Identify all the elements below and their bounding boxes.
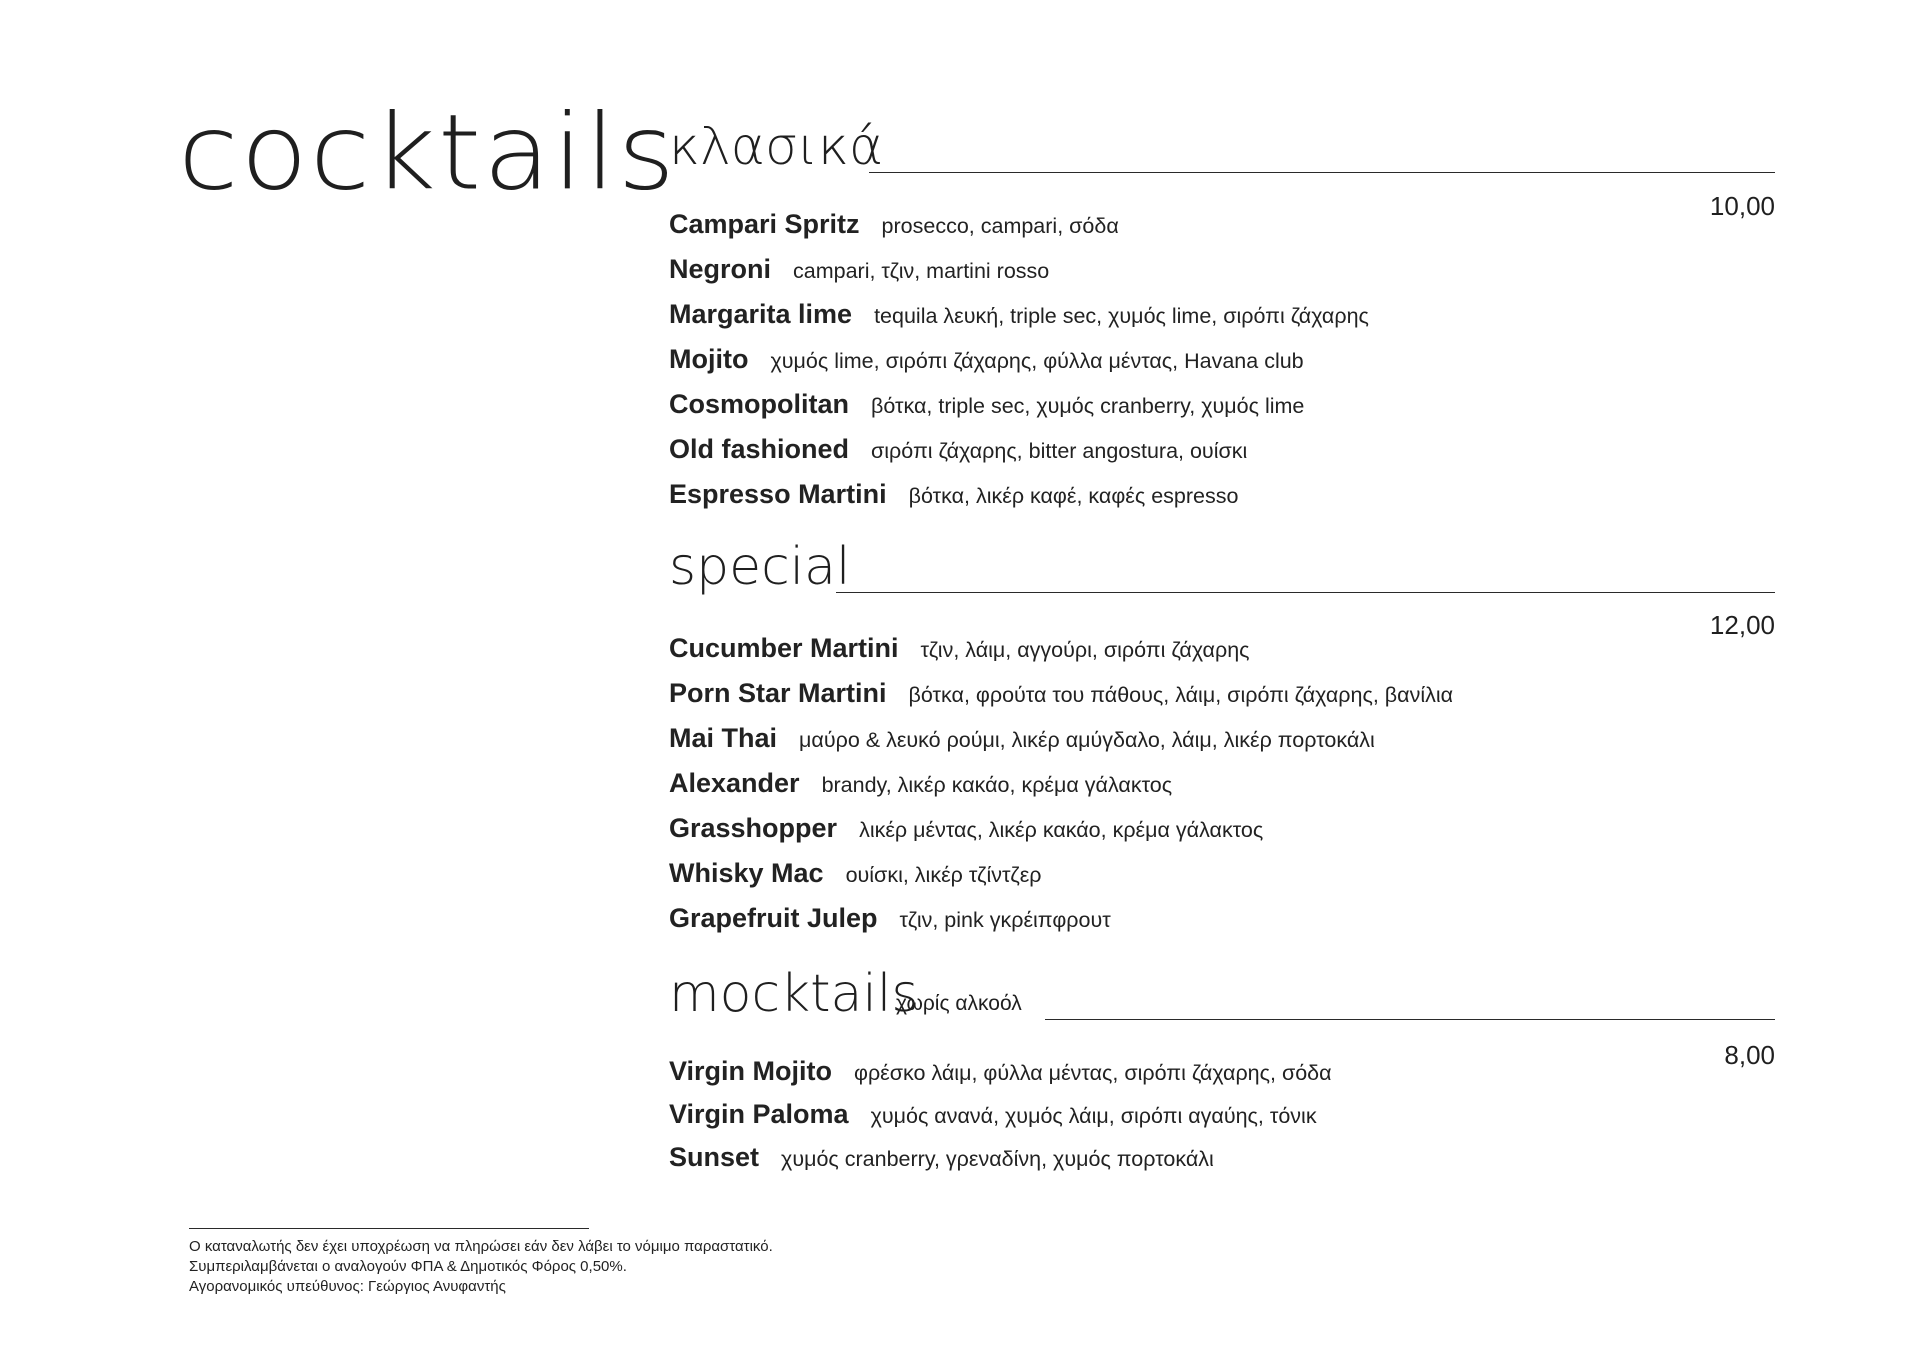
item-description: φρέσκο λάιμ, φύλλα μέντας, σιρόπι ζάχαρης, σόδα — [854, 1061, 1332, 1085]
page-title: cocktails — [178, 91, 677, 214]
item-name: Grasshopper — [669, 813, 838, 843]
item-description: λικέρ μέντας, λικέρ κακάο, κρέμα γάλακτος — [859, 818, 1264, 842]
item-list — [669, 1056, 1332, 1185]
legal-footer — [189, 1228, 773, 1297]
list-item — [669, 633, 1453, 678]
item-description: βότκα, λικέρ καφέ, καφές espresso — [908, 484, 1239, 508]
item-name: Old fashioned — [669, 434, 850, 464]
list-item — [669, 903, 1453, 948]
list-item — [669, 723, 1453, 768]
item-name: Sunset — [669, 1142, 760, 1172]
item-name: Virgin Paloma — [669, 1099, 849, 1129]
list-item — [669, 813, 1453, 858]
list-item — [669, 1142, 1332, 1185]
list-item — [669, 299, 1369, 344]
item-name: Campari Spritz — [669, 209, 860, 239]
item-description: prosecco, campari, σόδα — [881, 214, 1119, 238]
item-description: campari, τζιν, martini rosso — [793, 259, 1050, 283]
item-description: ουίσκι, λικέρ τζίντζερ — [845, 863, 1042, 887]
list-item — [669, 434, 1369, 479]
item-description: τζιν, pink γκρέιπφρουτ — [899, 908, 1111, 932]
list-item — [669, 389, 1369, 434]
item-description: χυμός lime, σιρόπι ζάχαρης, φύλλα μέντας, Havana club — [770, 349, 1304, 373]
list-item — [669, 254, 1369, 299]
list-item — [669, 678, 1453, 723]
item-description: tequila λευκή, triple sec, χυμός lime, σιρόπι ζάχαρης — [874, 304, 1369, 328]
footer-line: Συμπεριλαμβάνεται ο αναλογούν ΦΠΑ & Δημοτικός Φόρος 0,50%. — [189, 1258, 627, 1275]
item-name: Negroni — [669, 254, 772, 284]
list-item — [669, 1056, 1332, 1099]
item-name: Mojito — [669, 344, 749, 374]
item-description: τζιν, λάιμ, αγγούρι, σιρόπι ζάχαρης — [920, 638, 1250, 662]
section-header — [669, 962, 1775, 1024]
section-divider — [836, 592, 1775, 593]
section-title: special — [669, 537, 851, 597]
footer-line: Αγορανομικός υπεύθυνος: Γεώργιος Ανυφαντής — [189, 1278, 506, 1295]
section-price: 8,00 — [1724, 1040, 1775, 1070]
item-description: χυμός ανανά, χυμός λάιμ, σιρόπι αγαύης, τόνικ — [870, 1104, 1317, 1128]
section-price: 10,00 — [1709, 191, 1775, 221]
item-name: Grapefruit Julep — [669, 903, 878, 933]
list-item — [669, 479, 1369, 524]
footer-divider — [189, 1228, 589, 1229]
footer-line: Ο καταναλωτής δεν έχει υποχρέωση να πληρώσει εάν δεν λάβει το νόμιμο παραστατικό. — [189, 1238, 773, 1255]
item-name: Cucumber Martini — [669, 633, 899, 663]
item-name: Virgin Mojito — [669, 1056, 832, 1086]
section-header — [669, 535, 1775, 597]
section-divider — [869, 172, 1775, 173]
list-item — [669, 768, 1453, 813]
list-item — [669, 858, 1453, 903]
item-description: μαύρο & λευκό ρούμι, λικέρ αμύγδαλο, λάιμ, λικέρ πορτοκάλι — [799, 728, 1375, 752]
item-description: σιρόπι ζάχαρης, bitter angostura, ουίσκι — [871, 439, 1248, 463]
section-divider — [1045, 1019, 1775, 1020]
item-name: Espresso Martini — [669, 479, 887, 509]
section-title: mocktails — [669, 964, 919, 1024]
item-description: brandy, λικέρ κακάο, κρέμα γάλακτος — [821, 773, 1173, 797]
list-item — [669, 344, 1369, 389]
list-item — [669, 209, 1369, 254]
menu-content — [669, 0, 1775, 1357]
item-list — [669, 633, 1453, 948]
section-subtitle: χωρίς αλκοόλ — [896, 992, 1022, 1015]
item-name: Mai Thai — [669, 723, 778, 753]
section-header — [669, 115, 1775, 177]
item-description: βότκα, triple sec, χυμός cranberry, χυμός lime — [871, 394, 1305, 418]
item-name: Alexander — [669, 768, 800, 798]
item-name: Whisky Mac — [669, 858, 824, 888]
item-description: βότκα, φρούτα του πάθους, λάιμ, σιρόπι ζάχαρης, βανίλια — [908, 683, 1454, 707]
item-name: Margarita lime — [669, 299, 853, 329]
list-item — [669, 1099, 1332, 1142]
item-description: χυμός cranberry, γρεναδίνη, χυμός πορτοκάλι — [781, 1147, 1214, 1171]
section-title: κλασικά — [669, 117, 884, 177]
section-price: 12,00 — [1709, 610, 1775, 640]
item-list — [669, 209, 1369, 524]
item-name: Porn Star Martini — [669, 678, 887, 708]
item-name: Cosmopolitan — [669, 389, 849, 419]
